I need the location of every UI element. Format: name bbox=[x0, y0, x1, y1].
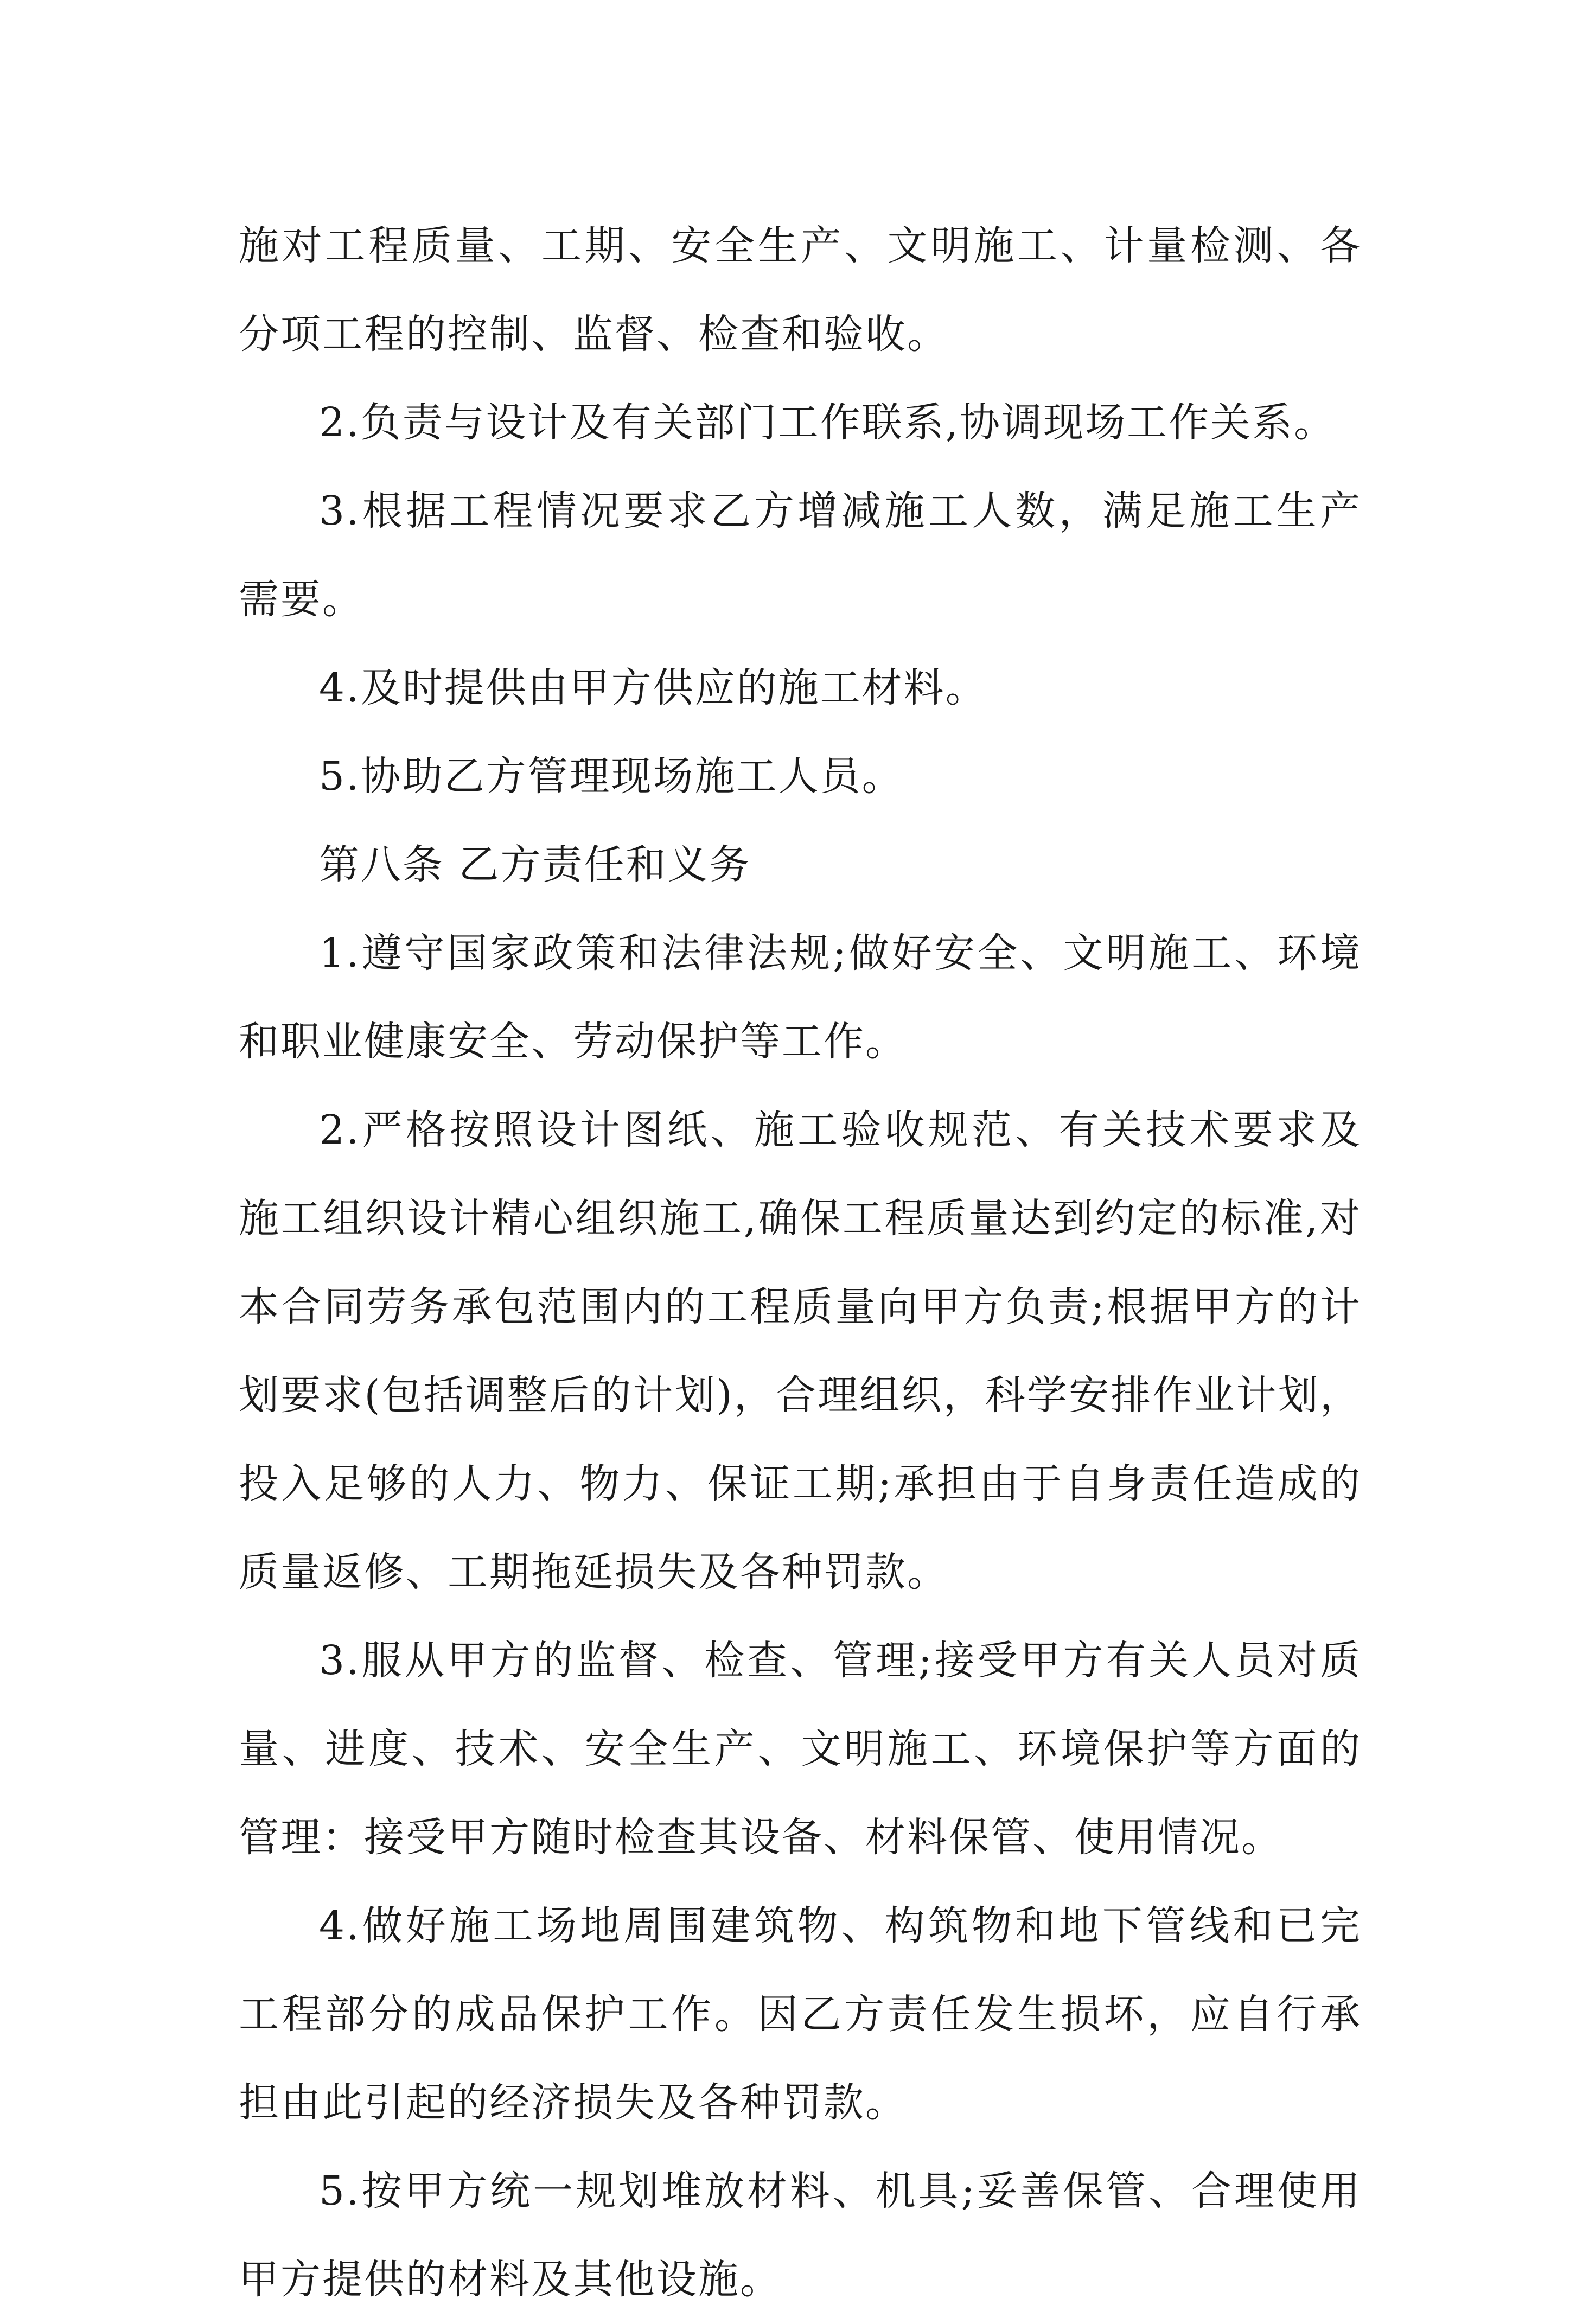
paragraph-clause-4: 4.及时提供由甲方供应的施工材料。 bbox=[319, 665, 987, 711]
paragraph-clause-5: 5.协助乙方管理现场施工人员。 bbox=[319, 753, 904, 800]
paragraph-article-8-clause-4: 4.做好施工场地周围建筑物、构筑物和地下管线和已完工程部分的成品保护工作。因乙方责任发生损坏，应自行承担由此引起的经济损失及各种罚款。 bbox=[239, 1902, 1362, 2126]
paragraph-article-8-clause-2: 2.严格按照设计图纸、施工验收规范、有关技术要求及施工组织设计精心组织施工,确保工程质量达到约定的标准,对本合同劳务承包范围内的工程质量向甲方负责;根据甲方的计划要求(包括调整后的计划)，合理组织，科学安排作业计划，投入足够的人力、物力、保证工期;承担由于自身责任造成的质量返修、工期拖延损失及各种罚款。 bbox=[239, 1107, 1362, 1595]
document-body bbox=[239, 202, 1362, 2324]
paragraph-continuation: 施对工程质量、工期、安全生产、文明施工、计量检测、各分项工程的控制、监督、检查和验收。 bbox=[239, 222, 1362, 357]
paragraph-clause-3: 3.根据工程情况要求乙方增减施工人数，满足施工生产需要。 bbox=[239, 488, 1362, 623]
paragraph-clause-2: 2.负责与设计及有关部门工作联系,协调现场工作关系。 bbox=[319, 399, 1336, 446]
section-heading-article-8: 第八条 乙方责任和义务 bbox=[319, 841, 751, 888]
paragraph-article-8-clause-5: 5.按甲方统一规划堆放材料、机具;妥善保管、合理使用甲方提供的材料及其他设施。 bbox=[239, 2168, 1362, 2303]
paragraph-article-8-clause-3: 3.服从甲方的监督、检查、管理;接受甲方有关人员对质量、进度、技术、安全生产、文明施工、环境保护等方面的管理：接受甲方随时检查其设备、材料保管、使用情况。 bbox=[239, 1637, 1362, 1861]
paragraph-article-8-clause-1: 1.遵守国家政策和法律法规;做好安全、文明施工、环境和职业健康安全、劳动保护等工作。 bbox=[239, 930, 1362, 1065]
